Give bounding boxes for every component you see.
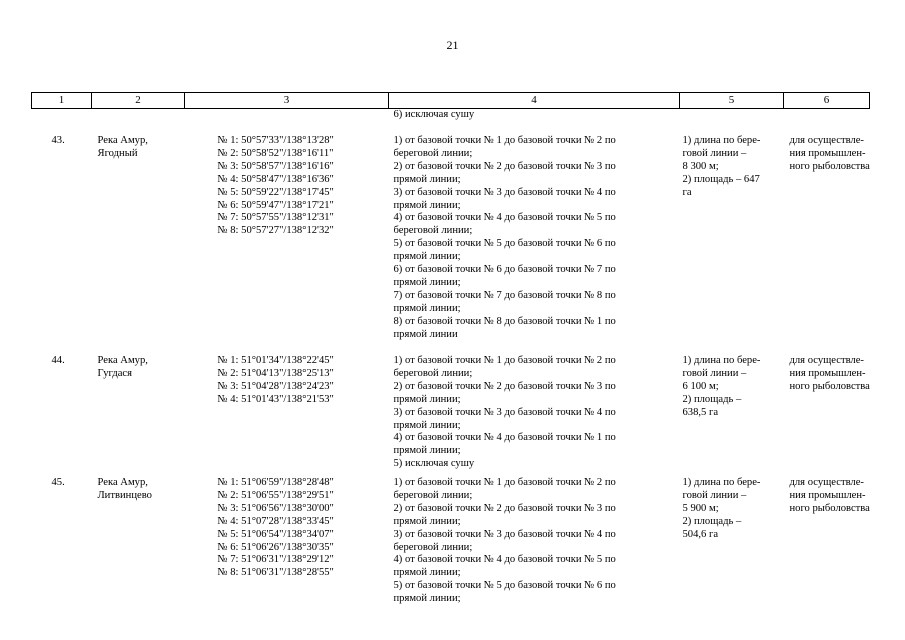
- line-text: прямой линии;: [393, 302, 461, 314]
- line-text: прямой линии;: [393, 173, 461, 185]
- coordinates-cell: [185, 355, 389, 477]
- line-text: 1) длина по бере-: [682, 135, 761, 146]
- coordinate-line: № 8: 51°06'31"/138°28'55": [217, 567, 334, 579]
- page-number: 21: [446, 38, 459, 52]
- line-text: прямой линии;: [393, 593, 461, 605]
- row-number: 44.: [51, 355, 65, 366]
- coordinate-line: № 3: 51°06'56"/138°30'00": [217, 502, 334, 514]
- line-text: прямой линии;: [393, 445, 461, 457]
- line-text: прямой линии;: [393, 567, 461, 579]
- line-text: 3) от базовой точки № 3 до базовой точки № 4 по: [393, 528, 616, 540]
- line-text: 4) от базовой точки № 4 до базовой точки № 5 по: [393, 554, 616, 566]
- size-cell: [680, 135, 784, 355]
- coordinate-line: № 3: 51°04'28"/138°24'23": [217, 380, 334, 392]
- line-text: 6) исключая сушу: [393, 109, 475, 120]
- coordinate-line: № 4: 50°58'47"/138°16'36": [217, 173, 334, 185]
- line-text: береговой линии;: [393, 225, 473, 237]
- table-row: [32, 135, 870, 355]
- line-text: для осуществле-: [789, 477, 864, 488]
- line-text: ния промышлен-: [789, 367, 866, 379]
- line-text: 2) площадь –: [682, 515, 742, 527]
- line-text: говой линии –: [682, 489, 747, 501]
- coordinate-line: № 4: 51°01'43"/138°21'53": [217, 393, 334, 405]
- column-header-5: 5: [680, 93, 784, 109]
- line-text: 1) от базовой точки № 1 до базовой точки № 2 по: [393, 477, 616, 488]
- line-text: 5) от базовой точки № 5 до базовой точки № 6 по: [393, 238, 616, 250]
- column-header-4: 4: [389, 93, 680, 109]
- line-text: га: [682, 186, 692, 198]
- line-text: 5 900 м;: [682, 502, 719, 514]
- line-text: 504,6 га: [682, 528, 719, 540]
- line-text: ного рыболовства: [789, 160, 870, 172]
- line-text: 1) длина по бере-: [682, 355, 761, 366]
- line-text: 1) от базовой точки № 1 до базовой точки № 2 по: [393, 355, 616, 366]
- coordinates-cell: [185, 135, 389, 355]
- line-text: 638,5 га: [682, 406, 719, 418]
- coordinate-line: № 3: 50°58'57"/138°16'16": [217, 160, 334, 172]
- line-text: Река Амур,: [97, 135, 148, 146]
- coordinate-line: № 6: 50°59'47"/138°17'21": [217, 199, 334, 211]
- coordinate-line: № 2: 50°58'52"/138°16'11": [217, 147, 334, 159]
- line-text: ния промышлен-: [789, 147, 866, 159]
- line-text: 3) от базовой точки № 3 до базовой точки № 4 по: [393, 406, 616, 418]
- line-text: говой линии –: [682, 147, 747, 159]
- coordinate-line: № 8: 50°57'27"/138°12'32": [217, 225, 334, 237]
- coordinate-line: № 6: 51°06'26"/138°30'35": [217, 541, 334, 553]
- line-text: 2) площадь –: [682, 393, 742, 405]
- coordinate-line: № 7: 50°57'55"/138°12'31": [217, 212, 334, 224]
- line-text: прямой линии;: [393, 515, 461, 527]
- line-text: для осуществле-: [789, 135, 864, 146]
- header-row: [32, 93, 870, 109]
- line-text: береговой линии;: [393, 367, 473, 379]
- column-header-3: 3: [185, 93, 389, 109]
- coordinate-line: № 4: 51°07'28"/138°33'45": [217, 515, 334, 527]
- column-header-1: 1: [32, 93, 92, 109]
- line-text: 8 300 м;: [682, 160, 719, 172]
- line-text: береговой линии;: [393, 541, 473, 553]
- water-body-name: [92, 355, 185, 477]
- coordinate-line: № 7: 51°06'31"/138°29'12": [217, 554, 334, 566]
- coordinate-line: № 1: 51°01'34"/138°22'45": [217, 355, 334, 366]
- coordinate-line: № 5: 51°06'54"/138°34'07": [217, 528, 334, 540]
- line-text: Река Амур,: [97, 355, 148, 366]
- line-text: 2) от базовой точки № 2 до базовой точки № 3 по: [393, 380, 616, 392]
- water-body-name: [92, 135, 185, 355]
- line-text: 2) от базовой точки № 2 до базовой точки № 3 по: [393, 160, 616, 172]
- continuation-text: [389, 109, 680, 136]
- line-text: Река Амур,: [97, 477, 148, 488]
- line-text: 4) от базовой точки № 4 до базовой точки № 1 по: [393, 432, 616, 444]
- line-text: прямой линии;: [393, 251, 461, 263]
- line-text: 2) от базовой точки № 2 до базовой точки № 3 по: [393, 502, 616, 514]
- line-text: ного рыболовства: [789, 380, 870, 392]
- row-number: 43.: [51, 135, 65, 146]
- line-text: прямой линии;: [393, 199, 461, 211]
- line-text: говой линии –: [682, 367, 747, 379]
- fishing-areas-table: [31, 92, 870, 606]
- continuation-row: [32, 109, 870, 136]
- column-header-6: 6: [784, 93, 870, 109]
- line-text: 2) площадь – 647: [682, 173, 760, 185]
- boundary-description-cell: [389, 477, 680, 606]
- line-text: Ягодный: [97, 147, 138, 159]
- boundary-description-cell: [389, 355, 680, 477]
- line-text: береговой линии;: [393, 147, 473, 159]
- purpose-cell: [784, 355, 870, 477]
- table-row: [32, 355, 870, 477]
- coordinate-line: № 5: 50°59'22"/138°17'45": [217, 186, 334, 198]
- line-text: 7) от базовой точки № 7 до базовой точки № 8 по: [393, 289, 616, 301]
- size-cell: [680, 355, 784, 477]
- coordinate-line: № 1: 51°06'59"/138°28'48": [217, 477, 334, 488]
- line-text: береговой линии;: [393, 489, 473, 501]
- line-text: 4) от базовой точки № 4 до базовой точки № 5 по: [393, 212, 616, 224]
- line-text: 1) от базовой точки № 1 до базовой точки № 2 по: [393, 135, 616, 146]
- row-number: 45.: [51, 477, 65, 488]
- line-text: 5) исключая сушу: [393, 458, 475, 470]
- coordinate-line: № 2: 51°06'55"/138°29'51": [217, 489, 334, 501]
- table-row: [32, 477, 870, 606]
- line-text: 3) от базовой точки № 3 до базовой точки № 4 по: [393, 186, 616, 198]
- coordinate-line: № 2: 51°04'13"/138°25'13": [217, 367, 334, 379]
- purpose-cell: [784, 477, 870, 606]
- line-text: ного рыболовства: [789, 502, 870, 514]
- water-body-name: [92, 477, 185, 606]
- line-text: прямой линии;: [393, 419, 461, 431]
- column-header-2: 2: [92, 93, 185, 109]
- boundary-description-cell: [389, 135, 680, 355]
- line-text: Гугдася: [97, 367, 133, 379]
- line-text: 6 100 м;: [682, 380, 719, 392]
- line-text: прямой линии;: [393, 393, 461, 405]
- line-text: прямой линии: [393, 328, 458, 340]
- line-text: 6) от базовой точки № 6 до базовой точки № 7 по: [393, 264, 616, 276]
- coordinates-cell: [185, 477, 389, 606]
- line-text: для осуществле-: [789, 355, 864, 366]
- line-text: 8) от базовой точки № 8 до базовой точки № 1 по: [393, 315, 616, 327]
- size-cell: [680, 477, 784, 606]
- purpose-cell: [784, 135, 870, 355]
- line-text: Литвинцево: [97, 489, 152, 501]
- line-text: 5) от базовой точки № 5 до базовой точки № 6 по: [393, 580, 616, 592]
- line-text: ния промышлен-: [789, 489, 866, 501]
- line-text: прямой линии;: [393, 276, 461, 288]
- coordinate-line: № 1: 50°57'33"/138°13'28": [217, 135, 334, 146]
- line-text: 1) длина по бере-: [682, 477, 761, 488]
